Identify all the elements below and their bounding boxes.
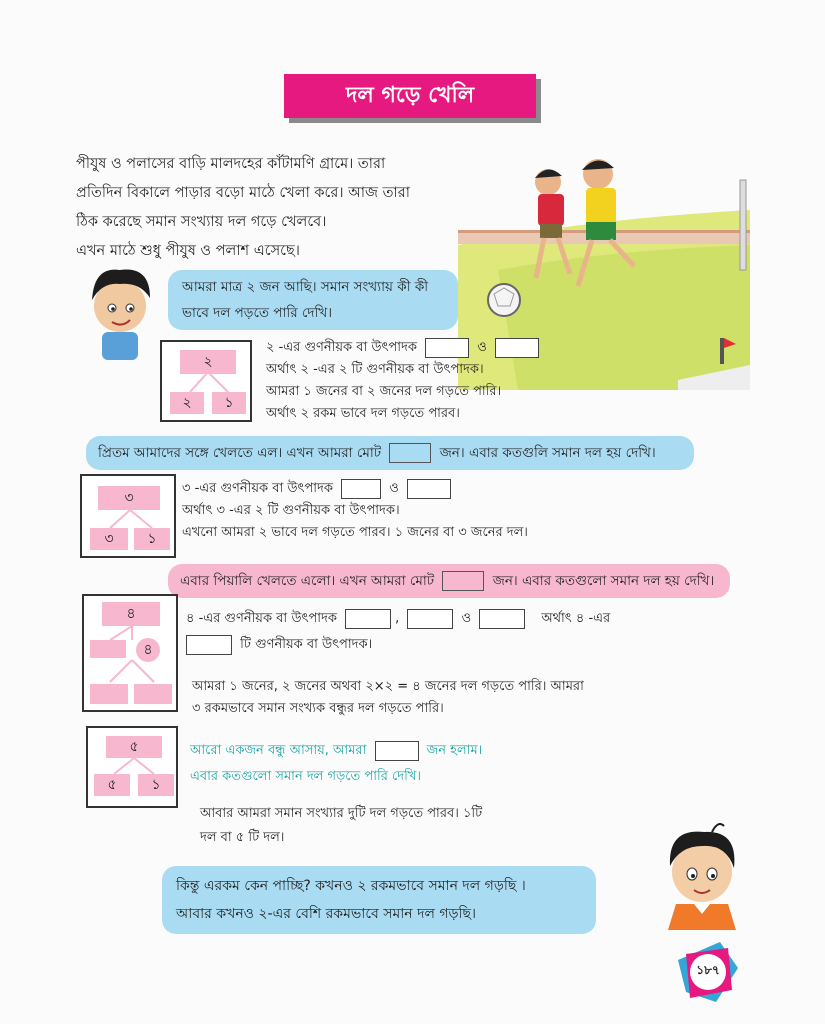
factor-text-4 [186, 608, 610, 656]
tree-left-factor: ২ [170, 392, 204, 414]
factor-text-5b [200, 802, 482, 850]
speech-bubble [162, 866, 596, 934]
factor-tree-4 [82, 594, 178, 712]
tree-root: ৫ [106, 736, 162, 758]
answer-box[interactable] [407, 479, 451, 499]
text-span: , [395, 611, 400, 626]
factor-tree-2 [160, 340, 252, 422]
text-span: জন। এবার কতগুলি সমান দল হয় দেখি। [439, 445, 656, 461]
answer-box[interactable] [345, 609, 391, 629]
tree-right-factor: ১ [212, 392, 246, 414]
factor-text-2 [266, 337, 543, 425]
text-line: অর্থাৎ ২ রকম ভাবে দল গড়তে পারব। [266, 406, 460, 421]
text-span: ও [477, 340, 487, 355]
boy-avatar [80, 260, 160, 360]
bubble-line: ভাবে দল পড়তে পারি দেখি। [182, 305, 333, 321]
intro-line: পীযুষ ও পলাসের বাড়ি মালদহের কাঁটামণি গ্রামে। তারা [76, 156, 386, 172]
factor-text-4b [192, 676, 584, 720]
factor-tree-5 [86, 726, 178, 808]
intro-line: ঠিক করেছে সমান সংখ্যায় দল গড়ে খেলবে। [76, 214, 327, 230]
tree-blank-node [134, 684, 172, 704]
text-line: আমরা ১ জনের বা ২ জনের দল গড়তে পারি। [266, 384, 502, 399]
tree-right-factor: ১ [134, 528, 170, 550]
text-line [266, 337, 543, 359]
tree-left-factor: ৫ [94, 774, 130, 796]
text-line: এবার কতগুলো সমান দল গড়তে পারি দেখি। [190, 769, 422, 784]
text-span: ২ -এর গুণনীয়ক বা উৎপাদক [266, 340, 417, 355]
tree-root: ৪ [102, 602, 160, 626]
tree-root: ২ [180, 350, 236, 374]
tree-blank-node [90, 684, 128, 704]
intro-paragraph [76, 150, 456, 266]
text-line [190, 738, 482, 764]
text-line: ৩ রকমভাবে সমান সংখ্যক বন্ধুর দল গড়তে পারি। [192, 701, 444, 716]
text-span: আরো একজন বন্ধু আসায়, আমরা [190, 743, 367, 758]
answer-box[interactable] [186, 635, 232, 655]
text-span: অর্থাৎ ৪ -এর [541, 611, 611, 626]
text-span: প্রিতম আমাদের সঙ্গে খেলতে এল। এখন আমরা মোট [98, 445, 382, 461]
text-span: ও [389, 481, 399, 496]
tree-right-factor: ১ [138, 774, 174, 796]
text-line: অর্থাৎ ২ -এর ২ টি গুণনীয়ক বা উৎপাদক। [266, 362, 484, 377]
text-span: জন হলাম। [426, 743, 483, 758]
speech-bubble [86, 436, 694, 470]
text-span: এবার পিয়ালি খেলতে এলো। এখন আমরা মোট [180, 573, 435, 589]
factor-text-3 [182, 478, 528, 544]
text-span: ৪ -এর গুণনীয়ক বা উৎপাদক [186, 611, 337, 626]
chapter-title: দল গড়ে খেলি [284, 74, 536, 118]
text-line [186, 608, 610, 630]
tree-blank-node [90, 640, 126, 658]
text-line: এখনো আমরা ২ ভাবে দল গড়তে পারব। ১ জনের বা ৩ জনের দল। [182, 525, 528, 540]
intro-line: প্রতিদিন বিকালে পাড়ার বড়ো মাঠে খেলা করে। আজ তারা [76, 185, 410, 201]
speech-bubble [168, 564, 730, 598]
bubble-line: কিন্তু এরকম কেন পাচ্ছি? কখনও ২ রকমভাবে সমান দল গড়ছি । [176, 878, 526, 894]
answer-box[interactable] [375, 741, 419, 761]
text-line [182, 478, 528, 500]
text-line: অর্থাৎ ৩ -এর ২ টি গুণনীয়ক বা উৎপাদক। [182, 503, 400, 518]
text-span: জন। এবার কতগুলো সমান দল হয় দেখি। [492, 573, 715, 589]
tree-left-factor: ৩ [90, 528, 128, 550]
text-span: টি গুণনীয়ক বা উৎপাদক। [240, 637, 373, 652]
answer-box[interactable] [389, 443, 431, 463]
answer-box[interactable] [479, 609, 525, 629]
boy-avatar [656, 818, 748, 930]
bubble-line: আমরা মাত্র ২ জন আছি। সমান সংখ্যায় কী কী [182, 279, 429, 295]
text-line: আমরা ১ জনের, ২ জনের অথবা ২×২ = ৪ জনের দল গড়তে পারি। আমরা [192, 679, 584, 694]
text-span: ৩ -এর গুণনীয়ক বা উৎপাদক [182, 481, 333, 496]
answer-box[interactable] [495, 338, 539, 358]
tree-root: ৩ [98, 486, 160, 510]
text-line: আবার আমরা সমান সংখ্যার দুটি দল গড়তে পারব। ১টি [200, 806, 483, 821]
factor-text-5 [190, 738, 482, 790]
page-number: ১৮৭ [696, 963, 720, 977]
tree-mid-node: ৪ [136, 638, 160, 662]
answer-box[interactable] [425, 338, 469, 358]
factor-tree-3 [80, 474, 176, 558]
answer-box[interactable] [407, 609, 453, 629]
speech-bubble [168, 270, 458, 330]
intro-line: এখন মাঠে শুধু পীযুষ ও পলাশ এসেছে। [76, 243, 300, 259]
text-line [186, 634, 610, 656]
bubble-line: আবার কখনও ২-এর বেশি রকমভাবে সমান দল গড়ছি। [176, 906, 477, 922]
answer-box[interactable] [442, 571, 484, 591]
text-line: দল বা ৫ টি দল। [200, 830, 285, 845]
answer-box[interactable] [341, 479, 381, 499]
text-span: ও [461, 611, 472, 626]
